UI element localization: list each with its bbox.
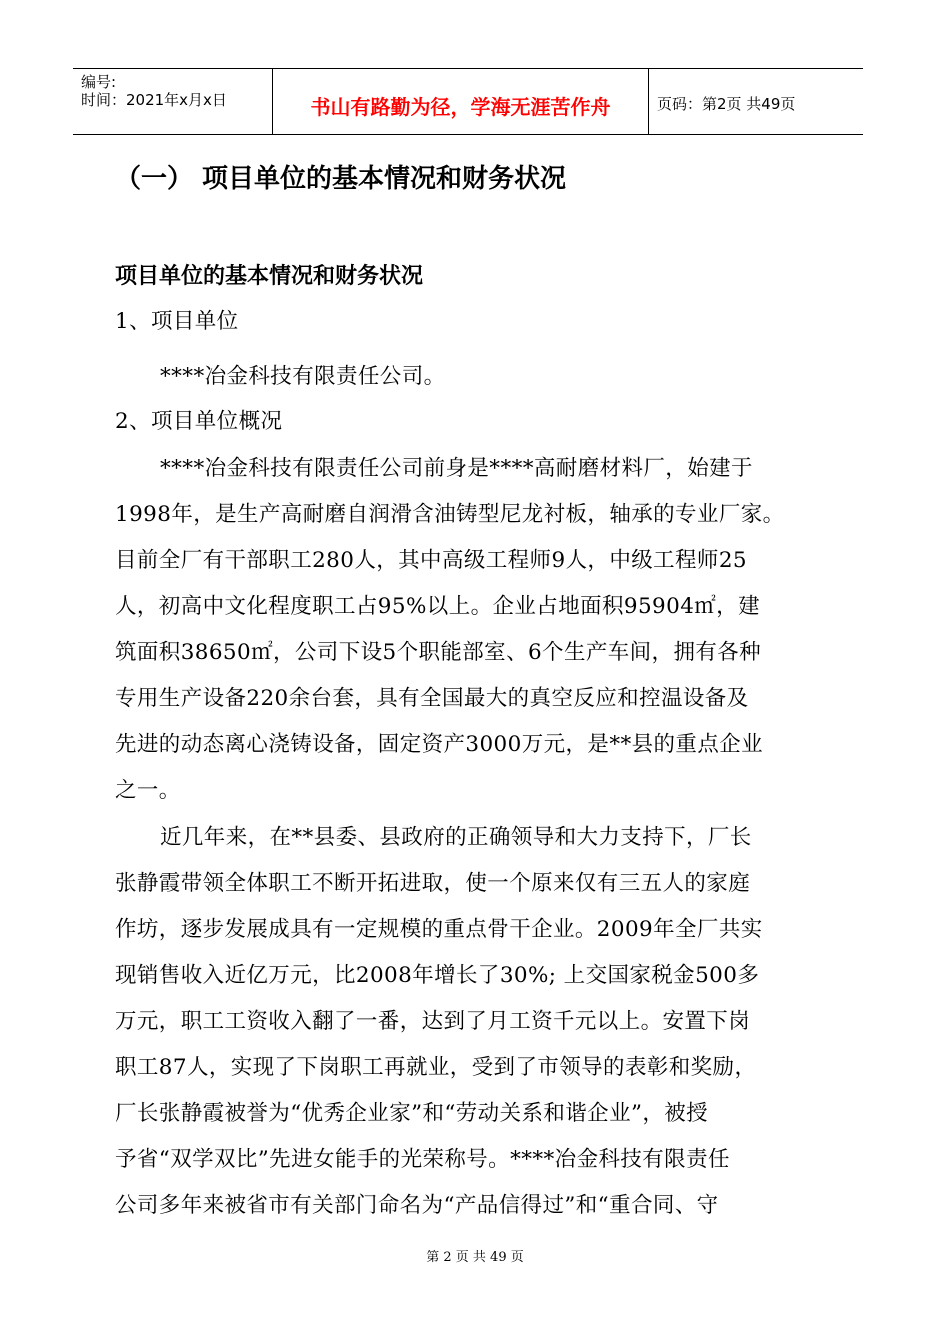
header-page-info: 页码：第2页 共49页: [657, 95, 796, 113]
heading-unit-overview: 2、项目单位概况: [115, 409, 283, 434]
body-line: 予省“双学双比”先进女能手的光荣称号。****冶金科技有限责任: [115, 1147, 730, 1172]
subtitle: 项目单位的基本情况和财务状况: [115, 264, 424, 289]
body-line: 近几年来，在**县委、县政府的正确领导和大力支持下，厂长: [160, 825, 752, 850]
header-middle-cell: [273, 69, 649, 134]
body-line: 专用生产设备220余台套，具有全国最大的真空反应和控温设备及: [115, 686, 749, 711]
body-line: 厂长张静霞被誉为“优秀企业家”和“劳动关系和谐企业”，被授: [115, 1101, 709, 1126]
body-line: 筑面积38650㎡，公司下设5个职能部室、6个生产车间，拥有各种: [115, 640, 762, 665]
document-number-label: 编号:: [81, 73, 117, 91]
header-right-cell: [649, 69, 863, 134]
body-line: 人，初高中文化程度职工占95%以上。企业占地面积95904㎡，建: [115, 594, 760, 619]
body-line: 之一。: [115, 778, 181, 803]
body-line: 公司多年来被省市有关部门命名为“产品信得过”和“重合同、守: [115, 1193, 719, 1218]
heading-project-unit: 1、项目单位: [115, 309, 239, 334]
section-title: （一） 项目单位的基本情况和财务状况: [115, 164, 567, 194]
body-line: 现销售收入近亿万元，比2008年增长了30%; 上交国家税金500多: [115, 963, 760, 988]
body-line: 作坊，逐步发展成具有一定规模的重点骨干企业。2009年全厂共实: [115, 917, 763, 942]
document-date: 时间：2021年x月x日: [81, 91, 227, 109]
header-left-cell: [73, 69, 273, 134]
page-footer: 第 2 页 共 49 页: [426, 1250, 524, 1265]
body-line: 职工87人，实现了下岗职工再就业，受到了市领导的表彰和奖励，: [115, 1055, 757, 1080]
body-line: 目前全厂有干部职工280人，其中高级工程师9人，中级工程师25: [115, 548, 747, 573]
body-line: 先进的动态离心浇铸设备，固定资产3000万元，是**县的重点企业: [115, 732, 764, 757]
body-line: 万元，职工工资收入翻了一番，达到了月工资千元以上。安置下岗: [115, 1009, 751, 1034]
header-motto: 书山有路勤为径，学海无涯苦作舟: [310, 95, 611, 119]
body-line: 张静霞带领全体职工不断开拓进取，使一个原来仅有三五人的家庭: [115, 871, 751, 896]
body-line: ****冶金科技有限责任公司前身是****高耐磨材料厂，始建于: [160, 456, 753, 481]
header-table: [73, 68, 863, 135]
body-line: 1998年，是生产高耐磨自润滑含油铸型尼龙衬板，轴承的专业厂家。: [115, 502, 785, 527]
body-line: ****冶金科技有限责任公司。: [160, 364, 446, 389]
